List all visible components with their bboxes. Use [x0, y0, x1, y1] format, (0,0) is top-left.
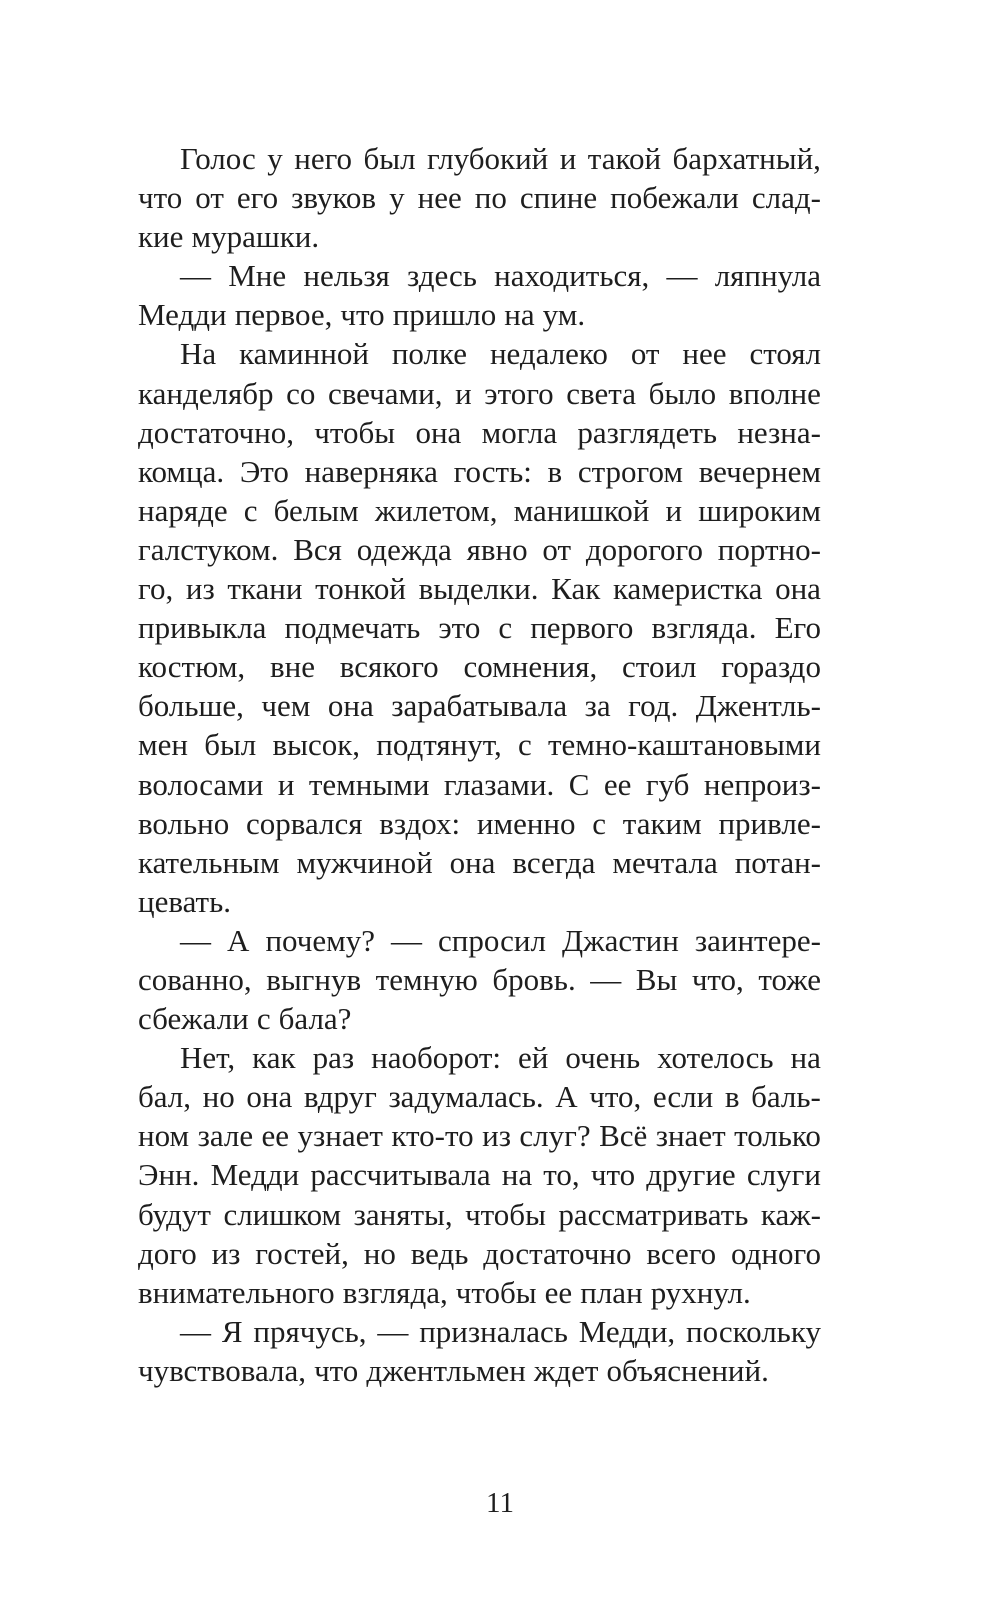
word: его: [236, 180, 279, 216]
word: и: [665, 492, 683, 528]
word: Как: [551, 571, 601, 607]
word: с: [243, 492, 258, 528]
word: глазами.: [443, 766, 555, 802]
word: цевать.: [138, 883, 231, 919]
word: этого: [484, 375, 554, 411]
word: кто-то: [391, 1118, 474, 1154]
word: вне: [269, 649, 315, 685]
word: гостей,: [255, 1235, 349, 1271]
word: вдруг: [303, 1079, 377, 1115]
text-line: [138, 960, 821, 999]
word: она: [449, 844, 496, 880]
word: темно-каштановыми: [547, 727, 821, 763]
word: сомнения,: [463, 649, 598, 685]
word: одежда: [356, 531, 452, 567]
word: подтянут,: [376, 727, 502, 763]
word: пришло: [392, 297, 497, 333]
word: Вы: [635, 961, 678, 997]
text-line: [138, 1195, 821, 1234]
word: Голос: [180, 141, 256, 176]
word: манишкой: [513, 492, 650, 528]
word: на: [790, 1040, 821, 1076]
word: высок,: [272, 727, 361, 763]
word: Медди: [210, 1157, 300, 1193]
text-line: [138, 765, 821, 804]
word: ждет: [533, 1352, 599, 1388]
word: нельзя: [303, 258, 390, 294]
word: призналась: [419, 1313, 568, 1349]
word: год.: [628, 688, 679, 724]
word: был: [204, 727, 257, 763]
word: только: [734, 1118, 821, 1154]
text-line: [138, 374, 821, 413]
word: комца.: [138, 453, 225, 489]
word: ном: [138, 1118, 190, 1154]
word: подмечать: [284, 610, 421, 646]
word: непроиз-: [703, 766, 821, 802]
word: первого: [530, 610, 634, 646]
word: рассчитывала: [310, 1157, 491, 1193]
word: рухнул.: [650, 1274, 751, 1310]
word: волосами: [138, 766, 264, 802]
word: Медди,: [578, 1313, 676, 1349]
word: одного: [731, 1235, 821, 1271]
word: тоже: [758, 961, 821, 997]
word: полке: [391, 336, 468, 372]
word: гораздо: [721, 649, 821, 685]
word: Джентль-: [695, 688, 821, 724]
word: выгнув: [266, 961, 362, 997]
word: ее: [261, 1118, 290, 1154]
word: с: [592, 805, 607, 841]
text-line: [138, 647, 821, 686]
word: ум.: [542, 297, 586, 333]
word: план: [580, 1274, 643, 1310]
word: у: [389, 180, 405, 216]
page-number: 11: [486, 1487, 514, 1519]
word: слуг?: [519, 1118, 591, 1154]
word: Это: [239, 453, 289, 489]
word: заинтере-: [694, 922, 821, 958]
text-line: [138, 217, 821, 256]
word: чтобы: [314, 414, 396, 450]
word: задумалась.: [388, 1079, 544, 1115]
word: го,: [138, 571, 174, 607]
word: больше,: [138, 688, 244, 724]
word: был: [363, 141, 416, 176]
word: стоял: [749, 336, 821, 372]
word: здесь: [407, 258, 477, 294]
word: жилетом,: [374, 492, 498, 528]
word: мен: [138, 727, 188, 763]
word: почему?: [265, 922, 375, 958]
word: сорвался: [245, 805, 363, 841]
word: Мне: [228, 258, 287, 294]
text-line: [138, 1234, 821, 1273]
word: наоборот:: [371, 1040, 501, 1076]
word: будут: [138, 1196, 211, 1232]
word: слишком: [223, 1196, 342, 1232]
word: —: [180, 1313, 211, 1349]
text-line: [138, 921, 821, 960]
text-line: [138, 452, 821, 491]
word: баль-: [751, 1079, 821, 1115]
text-line: [138, 178, 821, 217]
word: могла: [481, 414, 558, 450]
word: от: [542, 531, 572, 567]
word: строгом: [577, 453, 684, 489]
word: Джастин: [562, 922, 679, 958]
word: бархатный,: [672, 141, 821, 176]
text-line: [138, 725, 821, 764]
word: на: [504, 297, 535, 333]
word: чувствовала,: [138, 1352, 307, 1388]
word: портно-: [717, 531, 821, 567]
word: темную: [375, 961, 478, 997]
word: ляпнула: [714, 258, 821, 294]
text-line: [138, 334, 821, 373]
word: На: [180, 336, 217, 372]
text-line: [138, 413, 821, 452]
word: с: [256, 1001, 271, 1037]
word: кие: [138, 219, 184, 255]
word: первое,: [234, 297, 333, 333]
word: привыкла: [138, 610, 267, 646]
word: выделки.: [418, 571, 539, 607]
word: Его: [774, 610, 821, 646]
word: нее: [417, 180, 462, 216]
word: —: [666, 258, 698, 294]
word: она: [415, 414, 462, 450]
word: бал,: [138, 1079, 192, 1115]
word: вполне: [728, 375, 821, 411]
word: и: [559, 141, 577, 176]
word: сованно,: [138, 961, 252, 997]
word: всякого: [339, 649, 439, 685]
word: что,: [691, 961, 744, 997]
text-line: [138, 1116, 821, 1155]
word: А: [555, 1079, 578, 1115]
word: наряде: [138, 492, 228, 528]
word: спросил: [438, 922, 546, 958]
word: мужчиной: [296, 844, 433, 880]
word: знает: [655, 1118, 726, 1154]
word: джентльмен: [366, 1352, 526, 1388]
word: прячусь,: [253, 1313, 367, 1349]
word: то,: [543, 1157, 580, 1193]
word: очень: [565, 1040, 641, 1076]
word: взгляда,: [342, 1274, 448, 1310]
word: привле-: [718, 805, 821, 841]
word: что,: [589, 1079, 642, 1115]
word: свечами,: [327, 375, 443, 411]
text-line: [138, 1038, 821, 1077]
word: со: [286, 375, 316, 411]
word: спине: [519, 180, 598, 216]
word: незна-: [737, 414, 821, 450]
word: Энн.: [138, 1157, 200, 1193]
text-line: [138, 882, 821, 921]
word: с: [517, 727, 532, 763]
word: она: [775, 571, 821, 607]
word: всегда: [512, 844, 596, 880]
text-line: [138, 1312, 821, 1351]
text-line: [138, 491, 821, 530]
text-line: [138, 804, 821, 843]
word: чтобы: [465, 1196, 546, 1232]
page-body-text: [138, 139, 821, 1390]
word: тонкой: [315, 571, 406, 607]
word: заняты,: [353, 1196, 453, 1232]
word: по: [474, 180, 507, 216]
word: от: [195, 180, 224, 216]
word: гость:: [453, 453, 532, 489]
word: Медди: [138, 297, 227, 333]
word: света: [566, 375, 636, 411]
word: разглядеть: [577, 414, 718, 450]
word: объяснений.: [606, 1352, 769, 1388]
text-line: [138, 686, 821, 725]
word: взгляда.: [651, 610, 757, 646]
word: мечтала: [612, 844, 718, 880]
word: что: [314, 1352, 359, 1388]
word: чтобы: [455, 1274, 537, 1310]
text-line: [138, 1155, 821, 1194]
word: достаточно: [483, 1235, 632, 1271]
word: вздох:: [379, 805, 461, 841]
text-line: [138, 139, 821, 178]
word: находиться,: [494, 258, 650, 294]
word: из: [185, 571, 215, 607]
word: всего: [646, 1235, 717, 1271]
word: бровь.: [492, 961, 576, 997]
word: нее: [682, 336, 727, 372]
word: дого: [138, 1235, 197, 1271]
word: Нет,: [180, 1040, 236, 1076]
word: из: [211, 1235, 241, 1271]
word: каминной: [239, 336, 369, 372]
word: слад-: [751, 180, 821, 216]
word: —: [590, 961, 622, 997]
text-line: [138, 1273, 821, 1312]
word: ей: [518, 1040, 549, 1076]
word: дорогого: [585, 531, 703, 567]
word: стоил: [622, 649, 697, 685]
word: ведь: [410, 1235, 469, 1271]
word: что: [590, 1157, 636, 1193]
word: наверняка: [304, 453, 438, 489]
word: —: [180, 922, 211, 958]
word: как: [252, 1040, 296, 1076]
word: ее: [544, 1274, 573, 1310]
text-line: [138, 1351, 821, 1390]
word: вольно: [138, 805, 230, 841]
word: явно: [466, 531, 528, 567]
word: но: [202, 1079, 235, 1115]
word: хотелось: [657, 1040, 774, 1076]
word: него: [294, 141, 353, 176]
word: и: [277, 766, 295, 802]
word: это: [438, 610, 481, 646]
text-line: [138, 256, 821, 295]
word: камеристка: [612, 571, 763, 607]
word: и: [455, 375, 472, 411]
word: другие: [646, 1157, 736, 1193]
word: она: [327, 688, 374, 724]
word: ее: [603, 766, 632, 802]
word: канделябр: [138, 375, 274, 411]
word: галстуком.: [138, 531, 279, 567]
word: широким: [698, 492, 821, 528]
word: на: [501, 1157, 533, 1193]
word: Вся: [293, 531, 342, 567]
word: в: [547, 453, 563, 489]
word: от: [630, 336, 660, 372]
word: недалеко: [489, 336, 608, 372]
word: —: [180, 258, 211, 294]
word: такой: [587, 141, 662, 176]
word: темными: [308, 766, 430, 802]
word: глубокий: [427, 141, 549, 176]
word: рассматривать: [558, 1196, 749, 1232]
text-line: [138, 295, 821, 334]
word: чем: [261, 688, 311, 724]
word: внимательного: [138, 1274, 335, 1310]
word: слуги: [746, 1157, 821, 1193]
word: звуков: [291, 180, 377, 216]
word: из: [482, 1118, 511, 1154]
word: Я: [221, 1313, 243, 1349]
word: потан-: [734, 844, 821, 880]
text-line: [138, 608, 821, 647]
text-line: [138, 1077, 821, 1116]
word: таким: [622, 805, 702, 841]
word: было: [648, 375, 717, 411]
word: поскольку: [686, 1313, 821, 1349]
word: что: [138, 180, 183, 216]
word: если: [652, 1079, 714, 1115]
word: Всё: [599, 1118, 648, 1154]
text-line: [138, 569, 821, 608]
word: А: [227, 922, 250, 958]
word: у: [267, 141, 283, 176]
word: —: [391, 922, 422, 958]
word: бала?: [278, 1001, 352, 1037]
word: —: [377, 1313, 409, 1349]
word: с: [498, 610, 513, 646]
word: зарабатывала: [391, 688, 568, 724]
word: она: [246, 1079, 293, 1115]
word: каж-: [760, 1196, 821, 1232]
word: но: [363, 1235, 396, 1271]
word: за: [584, 688, 611, 724]
text-line: [138, 530, 821, 569]
word: в: [724, 1079, 740, 1115]
word: побежали: [610, 180, 739, 216]
word: костюм,: [138, 649, 246, 685]
word: узнает: [297, 1118, 383, 1154]
word: что: [340, 297, 385, 333]
word: сбежали: [138, 1001, 249, 1037]
word: С: [568, 766, 590, 802]
word: мурашки.: [191, 219, 320, 255]
word: губ: [645, 766, 690, 802]
word: достаточно,: [138, 414, 294, 450]
word: раз: [312, 1040, 355, 1076]
word: вечернем: [698, 453, 821, 489]
word: ткани: [227, 571, 303, 607]
text-line: [138, 843, 821, 882]
text-line: [138, 999, 821, 1038]
word: зале: [197, 1118, 254, 1154]
word: именно: [476, 805, 576, 841]
word: кательным: [138, 844, 280, 880]
word: белым: [273, 492, 359, 528]
